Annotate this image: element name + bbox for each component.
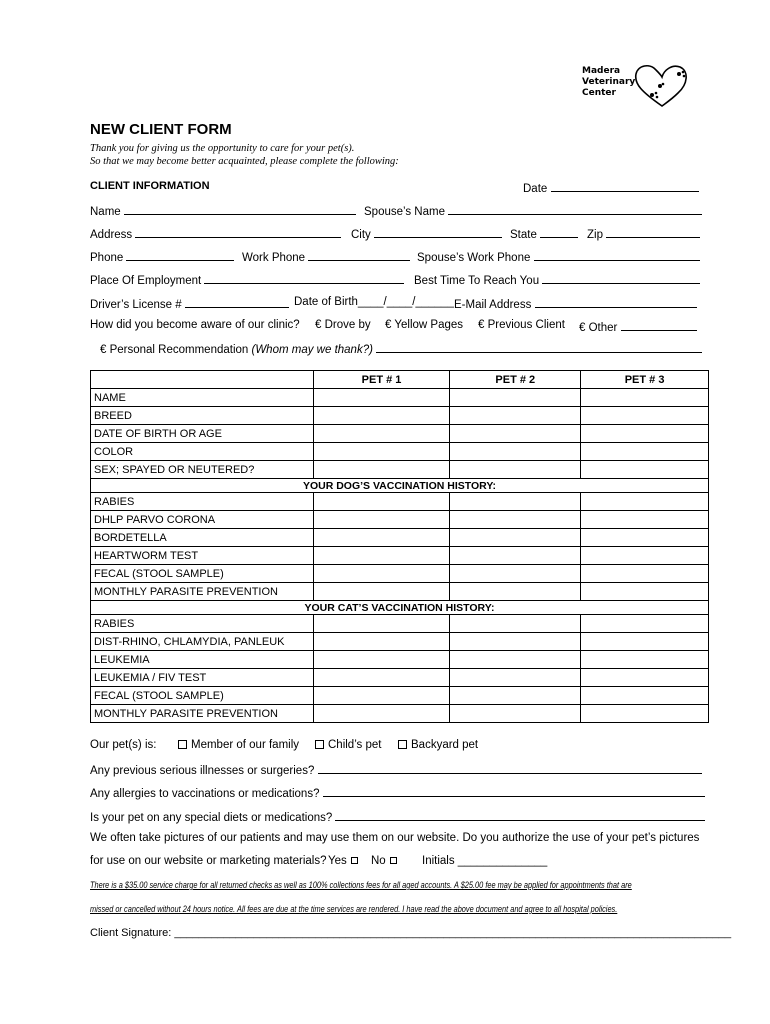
input-cell[interactable] [313, 511, 450, 529]
input-cell[interactable] [581, 547, 709, 565]
input-cell[interactable] [581, 615, 709, 633]
input-cell[interactable] [581, 461, 709, 479]
table-row [91, 705, 709, 723]
input-cell[interactable] [313, 547, 450, 565]
input-cell[interactable] [581, 565, 709, 583]
dog-vaccination-heading: YOUR DOG’S VACCINATION HISTORY: [91, 479, 709, 493]
input-cell[interactable] [313, 425, 450, 443]
zip-label: Zip [587, 229, 603, 241]
initials-field[interactable]: Initials ______________ [422, 855, 548, 867]
table-header-row [91, 371, 709, 389]
row-label: BORDETELLA [91, 529, 314, 547]
address-field[interactable] [90, 226, 341, 241]
input-cell[interactable] [581, 651, 709, 669]
date-label: Date [523, 183, 548, 195]
spouse-work-phone-label: Spouse’s Work Phone [417, 252, 531, 264]
allergies-field[interactable] [90, 785, 705, 800]
input-cell[interactable] [313, 615, 450, 633]
name-label: Name [90, 206, 121, 218]
work-phone-label: Work Phone [242, 252, 306, 264]
input-cell[interactable] [313, 389, 450, 407]
checkbox-icon [178, 740, 187, 749]
personal-rec-label: € Personal Recommendation [100, 344, 252, 356]
table-header-cell: PET # 2 [450, 371, 581, 389]
date-field[interactable] [523, 180, 699, 195]
input-cell[interactable] [581, 687, 709, 705]
option-backyard-pet[interactable] [398, 739, 478, 751]
best-time-field[interactable] [414, 272, 700, 287]
input-cell[interactable] [581, 529, 709, 547]
photos-question: We often take pictures of our patients and may use them on our website. Do you authorize the use of your pet’s pictures [90, 832, 700, 844]
input-cell[interactable] [450, 583, 581, 601]
row-label: DHLP PARVO CORONA [91, 511, 314, 529]
table-row [91, 651, 709, 669]
input-cell[interactable] [313, 633, 450, 651]
name-field[interactable] [90, 203, 356, 218]
aware-question: How did you become aware of our clinic? [90, 319, 300, 331]
input-cell[interactable] [450, 407, 581, 425]
row-label: NAME [91, 389, 314, 407]
input-cell[interactable] [581, 493, 709, 511]
input-cell[interactable] [450, 565, 581, 583]
input-cell[interactable] [313, 529, 450, 547]
checkbox-icon [398, 740, 407, 749]
table-header-cell: PET # 1 [313, 371, 450, 389]
option-member-of-family[interactable] [178, 739, 299, 751]
table-row [91, 547, 709, 565]
client-info-heading: CLIENT INFORMATION [90, 180, 210, 192]
row-label: RABIES [91, 615, 314, 633]
zip-field[interactable] [587, 226, 700, 241]
option-previous-client[interactable]: € Previous Client [478, 319, 565, 331]
table-row [91, 565, 709, 583]
input-cell[interactable] [450, 443, 581, 461]
table-row [91, 443, 709, 461]
option-yellow-pages[interactable]: € Yellow Pages [385, 319, 464, 331]
input-cell[interactable] [313, 443, 450, 461]
logo-line: Veterinary [582, 77, 636, 87]
row-label: HEARTWORM TEST [91, 547, 314, 565]
row-label: FECAL (STOOL SAMPLE) [91, 687, 314, 705]
input-cell[interactable] [313, 705, 450, 723]
diet-label: Is your pet on any special diets or medications? [90, 812, 333, 824]
input-cell[interactable] [450, 493, 581, 511]
checkbox-icon [315, 740, 324, 749]
table-row [91, 615, 709, 633]
policy-text: There is a $35.00 service charge for all returned checks as well as 100% collections fees for all aged accounts. A $25.00 fee may be applied for appointments that are [90, 880, 632, 890]
option-other[interactable] [579, 319, 697, 334]
input-cell[interactable] [450, 615, 581, 633]
logo-text [582, 66, 635, 99]
table-row [91, 583, 709, 601]
row-label: LEUKEMIA / FIV TEST [91, 669, 314, 687]
table-row [91, 669, 709, 687]
pets-is-label: Our pet(s) is: [90, 739, 157, 751]
photos-no[interactable] [371, 855, 397, 867]
spouse-name-field[interactable] [364, 203, 702, 218]
spouse-work-phone-field[interactable] [417, 249, 700, 264]
input-cell[interactable] [450, 389, 581, 407]
input-cell[interactable] [450, 425, 581, 443]
option-label: Member of our family [191, 739, 300, 751]
dob-field[interactable]: Date of Birth____/____/______ [294, 296, 454, 308]
state-field[interactable] [510, 226, 578, 241]
option-label: Child’s pet [328, 739, 382, 751]
input-cell[interactable] [581, 511, 709, 529]
input-cell[interactable] [581, 633, 709, 651]
logo-line: Madera [582, 66, 621, 76]
best-time-label: Best Time To Reach You [414, 275, 540, 287]
row-label: DATE OF BIRTH OR AGE [91, 425, 314, 443]
input-cell[interactable] [313, 461, 450, 479]
table-row [91, 461, 709, 479]
row-label: SEX; SPAYED OR NEUTERED? [91, 461, 314, 479]
work-phone-field[interactable] [242, 249, 410, 264]
employment-label: Place Of Employment [90, 275, 202, 287]
heart-paw-logo-icon [632, 62, 692, 108]
yes-label: Yes [328, 855, 347, 867]
input-cell[interactable] [581, 443, 709, 461]
input-cell[interactable] [313, 651, 450, 669]
input-cell[interactable] [450, 529, 581, 547]
table-row [91, 529, 709, 547]
section-row [91, 479, 709, 493]
logo-line: Center [582, 88, 616, 98]
license-label: Driver’s License # [90, 299, 182, 311]
input-cell[interactable] [313, 565, 450, 583]
row-label: FECAL (STOOL SAMPLE) [91, 565, 314, 583]
checkbox-icon [351, 857, 358, 864]
input-cell[interactable] [313, 407, 450, 425]
license-field[interactable] [90, 296, 289, 311]
input-cell[interactable] [450, 651, 581, 669]
client-signature-field[interactable]: Client Signature: ___________________________________________________________________________________________ [90, 927, 732, 939]
input-cell[interactable] [581, 389, 709, 407]
input-cell[interactable] [450, 705, 581, 723]
phone-label: Phone [90, 252, 124, 264]
input-cell[interactable] [450, 461, 581, 479]
city-field[interactable] [351, 226, 502, 241]
input-cell[interactable] [450, 547, 581, 565]
row-label: LEUKEMIA [91, 651, 314, 669]
table-header-cell: PET # 3 [581, 371, 709, 389]
spouse-name-label: Spouse’s Name [364, 206, 445, 218]
section-row [91, 601, 709, 615]
input-cell[interactable] [581, 407, 709, 425]
option-drove-by[interactable]: € Drove by [315, 319, 371, 331]
personal-recommendation[interactable] [100, 341, 702, 356]
address-label: Address [90, 229, 133, 241]
illness-label: Any previous serious illnesses or surgeries? [90, 765, 315, 777]
input-cell[interactable] [450, 511, 581, 529]
table-row [91, 493, 709, 511]
email-label: E-Mail Address [454, 299, 532, 311]
table-row [91, 687, 709, 705]
input-cell[interactable] [313, 687, 450, 705]
illness-field[interactable] [90, 762, 702, 777]
input-cell[interactable] [450, 669, 581, 687]
email-field[interactable] [454, 296, 697, 311]
state-label: State [510, 229, 537, 241]
row-label: MONTHLY PARASITE PREVENTION [91, 705, 314, 723]
allergies-label: Any allergies to vaccinations or medications? [90, 788, 320, 800]
phone-field[interactable] [90, 249, 234, 264]
photos-question-cont: for use on our website or marketing materials? [90, 855, 327, 867]
city-label: City [351, 229, 371, 241]
table-row [91, 633, 709, 651]
input-cell[interactable] [581, 669, 709, 687]
checkbox-icon [390, 857, 397, 864]
row-label: RABIES [91, 493, 314, 511]
input-cell[interactable] [313, 669, 450, 687]
input-cell[interactable] [450, 687, 581, 705]
table-header-cell [91, 371, 314, 389]
personal-rec-hint: (Whom may we thank?) [251, 344, 373, 356]
pet-table [90, 370, 709, 723]
input-cell[interactable] [313, 583, 450, 601]
policy-text: missed or cancelled without 24 hours notice. All fees are due at the time services are rendered. I have read the above document and agree to all hospital policies. [90, 904, 618, 914]
form-title: NEW CLIENT FORM [90, 121, 232, 138]
table-row [91, 389, 709, 407]
option-other-label: € Other [579, 322, 618, 334]
input-cell[interactable] [450, 633, 581, 651]
photos-yes[interactable] [328, 855, 358, 867]
table-row [91, 511, 709, 529]
employment-field[interactable] [90, 272, 404, 287]
table-row [91, 407, 709, 425]
table-row [91, 425, 709, 443]
intro-line: So that we may become better acquainted, please complete the following: [90, 156, 399, 167]
row-label: DIST-RHINO, CHLAMYDIA, PANLEUK [91, 633, 314, 651]
option-childs-pet[interactable] [315, 739, 382, 751]
row-label: MONTHLY PARASITE PREVENTION [91, 583, 314, 601]
row-label: BREED [91, 407, 314, 425]
input-cell[interactable] [313, 493, 450, 511]
input-cell[interactable] [581, 425, 709, 443]
cat-vaccination-heading: YOUR CAT’S VACCINATION HISTORY: [91, 601, 709, 615]
option-label: Backyard pet [411, 739, 479, 751]
intro-line: Thank you for giving us the opportunity to care for your pet(s). [90, 143, 355, 154]
diet-field[interactable] [90, 809, 705, 824]
no-label: No [371, 855, 386, 867]
input-cell[interactable] [581, 583, 709, 601]
row-label: COLOR [91, 443, 314, 461]
input-cell[interactable] [581, 705, 709, 723]
